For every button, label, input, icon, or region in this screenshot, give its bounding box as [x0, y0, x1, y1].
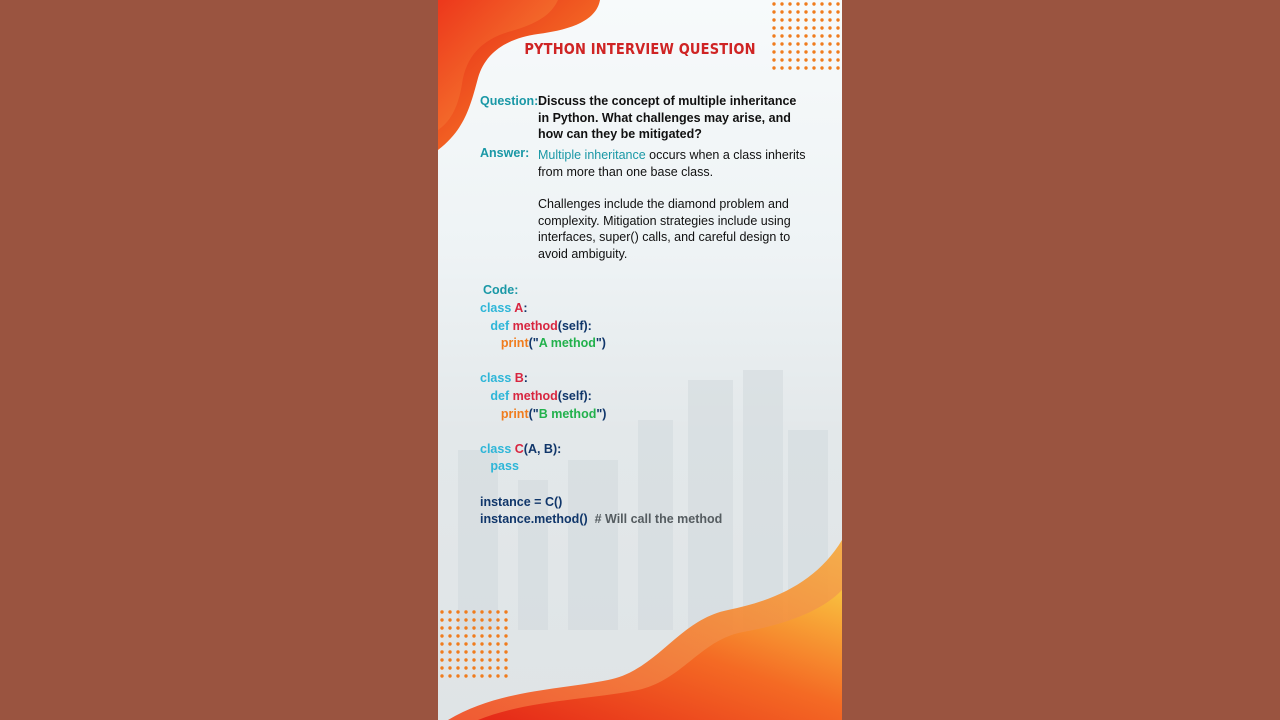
question-label: Question:: [480, 94, 539, 108]
code-line: [480, 300, 722, 318]
code-token: class: [480, 441, 515, 456]
bottom-wave-decoration: [438, 540, 842, 720]
code-line: [480, 335, 722, 353]
code-token: (self):: [557, 318, 592, 333]
left-backdrop: [0, 0, 438, 720]
code-token: B: [514, 371, 524, 386]
code-token: C: [514, 441, 524, 456]
code-block: [480, 300, 722, 529]
code-line: [480, 318, 722, 336]
right-backdrop: [842, 0, 1280, 720]
question-text: Discuss the concept of multiple inheritance in Python. What challenges may arise, and how can they be mitigated?: [538, 94, 797, 142]
code-token: (self):: [557, 388, 592, 403]
code-token: (": [528, 336, 539, 351]
code-token: :: [523, 301, 528, 315]
code-token: A: [514, 301, 524, 315]
code-token: A method: [538, 336, 596, 351]
code-line: [480, 476, 722, 494]
code-token: :: [523, 371, 528, 386]
code-token: "): [596, 406, 607, 421]
code-line: [480, 388, 722, 406]
code-line: [480, 370, 722, 388]
code-line: [480, 423, 722, 441]
code-line: [480, 511, 722, 529]
answer-paragraph-1: [538, 147, 808, 180]
page-title: PYTHON INTERVIEW QUESTION: [524, 40, 756, 58]
code-token: def: [480, 388, 513, 403]
code-token: instance.method(): [480, 512, 595, 527]
code-token: instance = C(): [480, 494, 563, 509]
answer-paragraph-2: Challenges include the diamond problem and complexity. Mitigation strategies include using interfaces, super() calls, and careful design to avoid ambiguity.: [538, 197, 791, 261]
code-line: [480, 406, 722, 424]
code-token: method: [512, 318, 558, 333]
code-token: class: [480, 301, 515, 315]
answer-text: occurs when a class inherits from more than one base class.: [538, 148, 806, 179]
code-line: [480, 458, 722, 476]
code-line: [480, 494, 722, 512]
code-token: def: [480, 318, 513, 333]
question-card: [438, 0, 842, 720]
code-token: (A, B):: [523, 441, 562, 456]
code-token: # Will call the method: [594, 512, 723, 527]
code-token: pass: [480, 459, 519, 474]
code-line: [480, 353, 722, 371]
code-token: "): [595, 336, 606, 351]
code-token: class: [480, 371, 515, 386]
dot-pattern-top: [770, 0, 842, 72]
code-line: [480, 441, 722, 459]
code-token: print: [480, 406, 529, 421]
answer-label: Answer:: [480, 146, 530, 160]
code-token: print: [480, 336, 529, 351]
answer-highlight: Multiple inheritance: [538, 148, 646, 162]
code-token: (": [528, 406, 539, 421]
code-token: method: [512, 388, 558, 403]
code-token: B method: [538, 406, 597, 421]
code-label: Code:: [483, 283, 519, 297]
